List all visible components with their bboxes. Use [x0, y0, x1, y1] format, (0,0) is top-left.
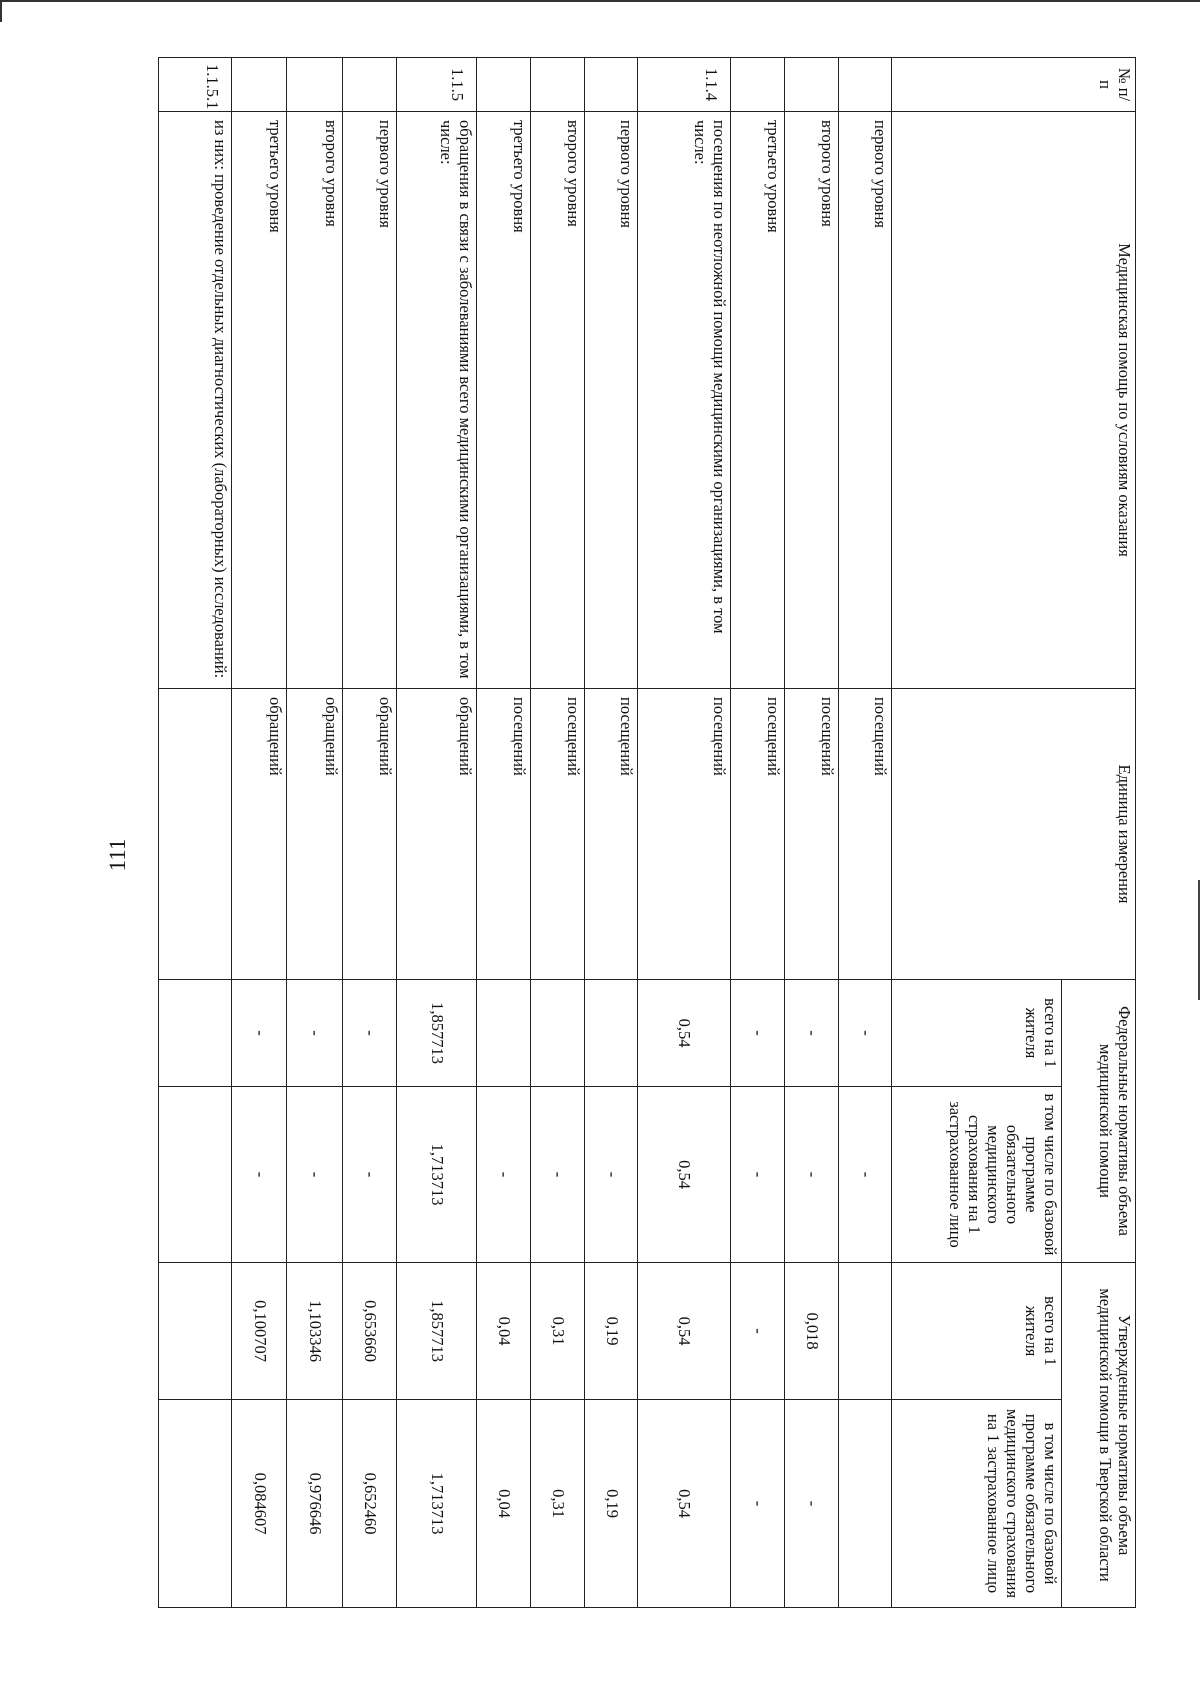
row-approved-per-insured: 0,31 — [530, 1400, 584, 1608]
row-federal-per-insured: - — [839, 1087, 892, 1263]
row-federal-per-resident — [159, 980, 232, 1087]
row-federal-per-insured: - — [231, 1087, 287, 1263]
row-federal-per-insured: - — [476, 1087, 530, 1263]
row-unit: посещений — [530, 689, 584, 980]
page-number: 111 — [105, 838, 130, 872]
header-federal: Федеральные нормативы объема медицинской помощи — [1062, 980, 1136, 1263]
table-row — [839, 58, 892, 1608]
row-number — [287, 58, 343, 112]
row-federal-per-resident: 1,857713 — [397, 980, 476, 1087]
row-unit: посещений — [476, 689, 530, 980]
row-approved-per-insured: 0,084607 — [231, 1400, 287, 1608]
row-care-type: первого уровня — [839, 112, 892, 689]
table-row — [784, 58, 838, 1608]
row-number — [784, 58, 838, 112]
row-care-type: второго уровня — [784, 112, 838, 689]
row-number — [231, 58, 287, 112]
row-care-type: третьего уровня — [476, 112, 530, 689]
row-approved-per-insured: 0,976646 — [287, 1400, 343, 1608]
row-approved-per-resident: 0,018 — [784, 1263, 838, 1400]
row-federal-per-insured — [159, 1087, 232, 1263]
row-federal-per-resident — [476, 980, 530, 1087]
header-number: № п/п — [892, 58, 1136, 112]
row-approved-per-resident: 0,19 — [585, 1263, 638, 1400]
row-number — [343, 58, 397, 112]
row-federal-per-insured: 1,713713 — [397, 1087, 476, 1263]
row-unit: посещений — [784, 689, 838, 980]
row-approved-per-insured: - — [730, 1400, 784, 1608]
row-number: 1.1.5 — [397, 58, 476, 112]
row-approved-per-resident: 1,857713 — [397, 1263, 476, 1400]
header-approved: Утвержденные нормативы объема медицинской помощи в Тверской области — [1062, 1263, 1136, 1608]
row-federal-per-resident — [585, 980, 638, 1087]
table-row — [585, 58, 638, 1608]
row-federal-per-insured: - — [784, 1087, 838, 1263]
row-number — [530, 58, 584, 112]
row-unit: посещений — [638, 689, 731, 980]
row-federal-per-resident: - — [343, 980, 397, 1087]
row-number — [585, 58, 638, 112]
row-unit: обращений — [231, 689, 287, 980]
row-federal-per-insured: - — [343, 1087, 397, 1263]
row-approved-per-insured: - — [784, 1400, 838, 1608]
row-care-type: второго уровня — [287, 112, 343, 689]
row-unit: посещений — [585, 689, 638, 980]
header-approved-per-insured: в том числе по базовой программе обязательного медицинского страхования на 1 застрахованное лицо — [892, 1400, 1062, 1608]
header-unit: Единица измерения — [892, 689, 1136, 980]
row-approved-per-insured — [839, 1400, 892, 1608]
row-federal-per-resident: - — [839, 980, 892, 1087]
table-row — [343, 58, 397, 1608]
scan-edge-left — [0, 0, 2, 22]
row-federal-per-resident: 0,54 — [638, 980, 731, 1087]
table-row — [397, 58, 476, 1608]
row-approved-per-resident: 0,31 — [530, 1263, 584, 1400]
row-federal-per-insured: - — [585, 1087, 638, 1263]
row-care-type: первого уровня — [343, 112, 397, 689]
row-number — [476, 58, 530, 112]
row-approved-per-resident — [839, 1263, 892, 1400]
row-federal-per-insured: - — [287, 1087, 343, 1263]
row-number: 1.1.5.1 — [159, 58, 232, 112]
row-approved-per-insured: 0,04 — [476, 1400, 530, 1608]
row-care-type: обращения в связи с заболеваниями всего медицинскими организациями, в том числе: — [397, 112, 476, 689]
table-row — [638, 58, 731, 1608]
table-row — [730, 58, 784, 1608]
row-approved-per-resident: 1,103346 — [287, 1263, 343, 1400]
header-federal-per-insured: в том числе по базовой программе обязательного медицинского страхования на 1 застрахованное лицо — [892, 1087, 1062, 1263]
row-federal-per-insured: 0,54 — [638, 1087, 731, 1263]
row-care-type: третьего уровня — [231, 112, 287, 689]
row-federal-per-resident: - — [231, 980, 287, 1087]
row-approved-per-resident: - — [730, 1263, 784, 1400]
row-number: 1.1.4 — [638, 58, 731, 112]
row-approved-per-resident: 0,100707 — [231, 1263, 287, 1400]
row-care-type: из них: проведение отдельных диагностических (лабораторных) исследований: — [159, 112, 232, 689]
table-row — [530, 58, 584, 1608]
row-approved-per-insured: 0,652460 — [343, 1400, 397, 1608]
row-approved-per-resident: 0,653660 — [343, 1263, 397, 1400]
table-row — [231, 58, 287, 1608]
row-number — [730, 58, 784, 112]
row-number — [839, 58, 892, 112]
row-federal-per-insured: - — [530, 1087, 584, 1263]
row-approved-per-resident: 0,54 — [638, 1263, 731, 1400]
row-approved-per-insured: 0,54 — [638, 1400, 731, 1608]
row-federal-per-resident: - — [730, 980, 784, 1087]
row-approved-per-insured: 0,19 — [585, 1400, 638, 1608]
row-care-type: первого уровня — [585, 112, 638, 689]
row-federal-per-insured: - — [730, 1087, 784, 1263]
row-unit: обращений — [287, 689, 343, 980]
table-row — [476, 58, 530, 1608]
row-unit: обращений — [397, 689, 476, 980]
row-care-type: посещения по неотложной помощи медицинскими организациями, в том числе: — [638, 112, 731, 689]
row-approved-per-insured: 1,713713 — [397, 1400, 476, 1608]
rotated-table-container — [158, 57, 1136, 1607]
row-unit: обращений — [343, 689, 397, 980]
row-care-type: второго уровня — [530, 112, 584, 689]
row-unit: посещений — [839, 689, 892, 980]
header-approved-per-resident: всего на 1 жителя — [892, 1263, 1062, 1400]
row-approved-per-resident: 0,04 — [476, 1263, 530, 1400]
table-row — [159, 58, 232, 1608]
row-approved-per-insured — [159, 1400, 232, 1608]
scan-edge-top — [0, 0, 1200, 2]
row-approved-per-resident — [159, 1263, 232, 1400]
header-federal-per-resident: всего на 1 жителя — [892, 980, 1062, 1087]
header-care-type: Медицинская помощь по условиям оказания — [892, 112, 1136, 689]
row-unit — [159, 689, 232, 980]
table-row — [287, 58, 343, 1608]
table-body — [159, 58, 892, 1608]
row-unit: посещений — [730, 689, 784, 980]
row-federal-per-resident: - — [784, 980, 838, 1087]
row-federal-per-resident: - — [287, 980, 343, 1087]
row-care-type: третьего уровня — [730, 112, 784, 689]
row-federal-per-resident — [530, 980, 584, 1087]
standards-table — [158, 57, 1136, 1608]
